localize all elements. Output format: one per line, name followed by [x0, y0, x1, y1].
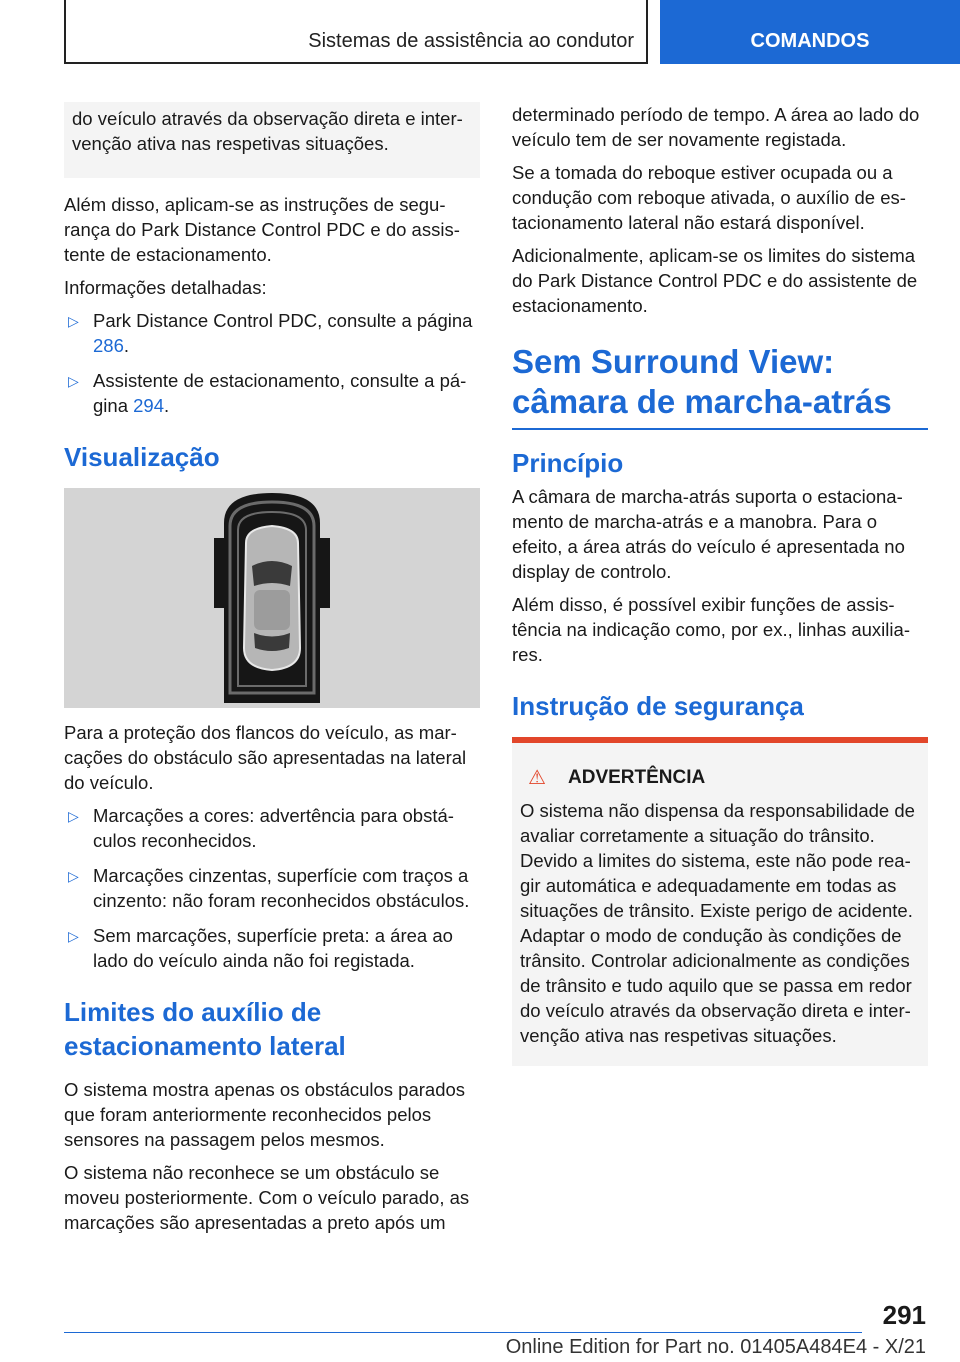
paragraph: Se a tomada do reboque estiver ocupada ou a condução com reboque ativada, o auxílio de estacionamento lateral não estará disponível.: [512, 162, 906, 233]
chapter-tab[interactable]: [660, 0, 960, 64]
right-column: [512, 102, 928, 1066]
list-item-end: .: [123, 335, 130, 356]
paragraph: Além disso, é possível exibir funções de assistência na indicação como, por ex., linhas auxiliares.: [512, 594, 910, 665]
heading-limits: Limites do auxílio de estacionamento lateral: [64, 997, 346, 1061]
list-item-end: .: [164, 395, 170, 416]
warning-text: O sistema não dispensa da responsabilidade de avaliar corretamente a situação do trânsito. Devido a limites do sistema, este não pode reagir automática e adequadamente em todas as situações de trânsito. Existe perigo de acidente. Adaptar o modo de condução às condições de trânsito. Controlar adicionalmente as condições de trânsito e tudo aquilo que se passa em redor do veículo através da observação direta e intervenção ativa nas respetivas situações.: [520, 800, 915, 1046]
car-top-view-illustration: [64, 488, 480, 708]
info-list: [64, 308, 480, 418]
list-item: [64, 368, 480, 418]
paragraph: O sistema não reconhece se um obstáculo se moveu posteriormente. Com o veículo parado, as marcações são apresentadas a preto após um: [64, 1162, 470, 1233]
heading-safety: Instrução de segurança: [512, 691, 804, 721]
markings-list: [64, 803, 480, 973]
paragraph: A câmara de marcha-atrás suporta o estacionamento de marcha-atrás e a manobra. Para o efeito, a área atrás do veículo é apresentada no display de controlo.: [512, 486, 905, 582]
list-item-text: Marcações a cores: advertência para obstáculos reconhecidos.: [93, 805, 454, 851]
page-link[interactable]: 294: [133, 395, 164, 416]
list-item-text: Park Distance Control PDC, consulte a página: [93, 310, 473, 331]
paragraph: Para a proteção dos flancos do veículo, as marcações do obstáculo são apresentadas na lateral do veículo.: [64, 722, 467, 793]
warning-header: [520, 765, 920, 790]
warning-box: [512, 737, 928, 1066]
paragraph: Informações detalhadas:: [64, 277, 267, 298]
page-number: 291: [882, 1300, 926, 1330]
continued-warning-text: do veículo através da observação direta e intervenção ativa nas respetivas situações.: [72, 108, 463, 154]
list-item-text: Marcações cinzentas, superfície com traços a cinzento: não foram reconhecidos obstáculos.: [93, 865, 470, 911]
parking-display-image: [64, 488, 480, 708]
list-item-text: Assistente de estacionamento, consulte a página: [93, 370, 467, 416]
continued-warning-box: [64, 102, 480, 178]
footer-divider: [64, 1332, 862, 1333]
triangle-bullet-icon: ▷: [68, 928, 79, 944]
edition-note: Online Edition for Part no. 01405A484E4 - X/21: [505, 1336, 926, 1358]
triangle-bullet-icon: ▷: [68, 313, 79, 329]
paragraph: determinado período de tempo. A área ao lado do veículo tem de ser novamente registada.: [512, 104, 920, 150]
heading-visualization: Visualização: [64, 442, 220, 472]
heading-principle: Princípio: [512, 448, 624, 478]
list-item: [64, 863, 480, 913]
header-frame: [64, 0, 648, 64]
section-title: Sistemas de assistência ao condutor: [308, 30, 634, 52]
page-link[interactable]: 286: [93, 335, 124, 356]
triangle-bullet-icon: ▷: [68, 808, 79, 824]
chapter-tab-label: COMANDOS: [750, 29, 870, 52]
left-column: [64, 102, 480, 1243]
list-item-text: Sem marcações, superfície preta: a área ao lado do veículo ainda não foi registada.: [93, 925, 453, 971]
list-item: [64, 803, 480, 853]
paragraph: Além disso, aplicam-se as instruções de segurança do Park Distance Control PDC e do assistente de estacionamento.: [64, 194, 460, 265]
heading-rear-camera: Sem Surround View: câmara de marcha-atrás: [512, 342, 928, 430]
warning-triangle-icon: ⚠: [528, 767, 546, 789]
paragraph: O sistema mostra apenas os obstáculos parados que foram anteriormente reconhecidos pelos sensores na passagem pelos mesmos.: [64, 1079, 466, 1150]
triangle-bullet-icon: ▷: [68, 868, 79, 884]
warning-title: ADVERTÊNCIA: [568, 766, 706, 788]
paragraph: Adicionalmente, aplicam-se os limites do sistema do Park Distance Control PDC e do assistente de estacionamento.: [512, 245, 918, 316]
list-item: [64, 923, 480, 973]
triangle-bullet-icon: ▷: [68, 373, 79, 389]
list-item: [64, 308, 480, 358]
